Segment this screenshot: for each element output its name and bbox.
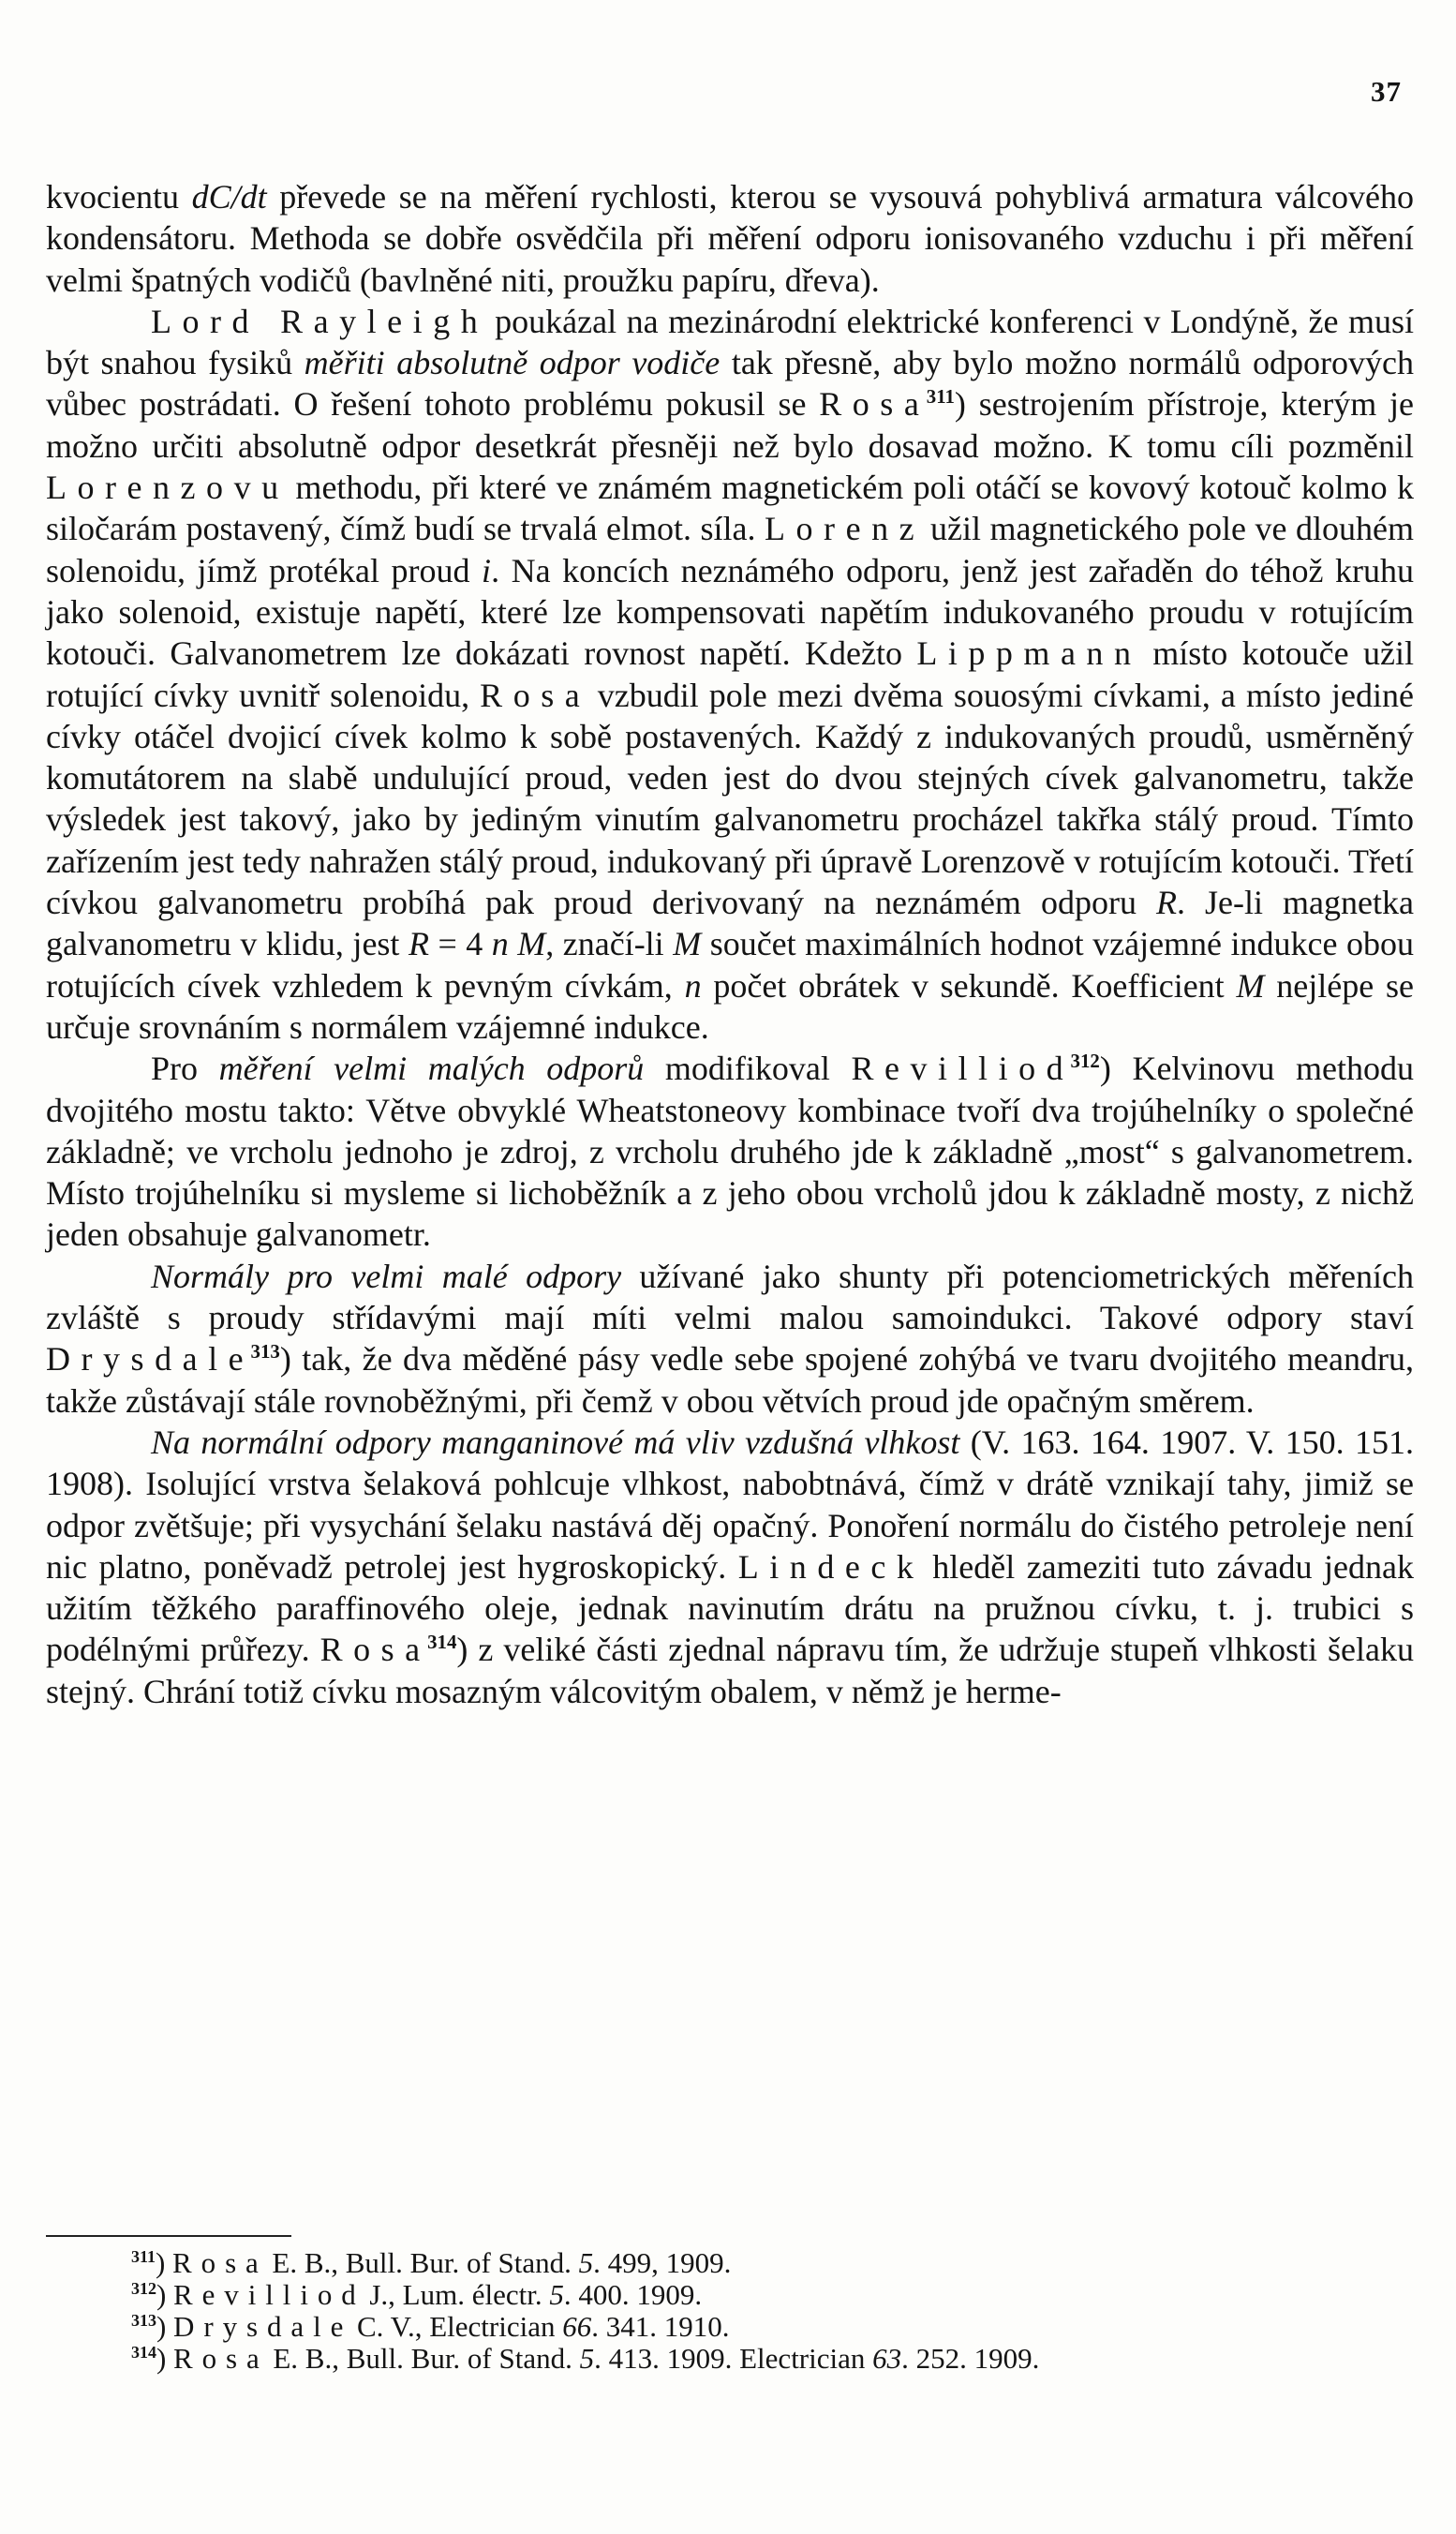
spaced-name: Rosa — [173, 2342, 269, 2375]
text-run: ) — [155, 2246, 173, 2279]
text-run: (V. 163. 164. 1907. V. 150. 151. 1908). Isolující vrstva šelaková pohlcuje vlhkost, nabobtnává, čímž v drátě vznikají tahy, jimiž se odpor zvětšuje; při vysychání šelaku nastává děj opačný. Ponoření normálu do čistého petroleje není nic platno, poněvadž petrolej jest hygroskopický. — [46, 1423, 1414, 1586]
text-run: místo kotouče užil rotující cívky uvnitř solenoidu, — [46, 634, 1414, 714]
text-run: součet maximálních hodnot vzájemné indukce obou rotujících cívek vzhledem k pevným cívkám, — [46, 925, 1414, 1005]
footnote-reference: 312 — [131, 2278, 156, 2298]
spaced-name: Lorenz — [765, 510, 926, 548]
italic-text: M — [673, 925, 702, 963]
italic-text: dC/dt — [191, 178, 267, 216]
footnote-reference: 312 — [1070, 1050, 1100, 1073]
italic-text: 66 — [562, 2310, 592, 2343]
italic-text: 63 — [872, 2342, 902, 2375]
text-run: E. B., Bull. Bur. of Stand. — [265, 2342, 580, 2375]
text-run: . 341. 1910. — [591, 2310, 730, 2343]
text-run: Pro — [151, 1050, 219, 1088]
italic-text: Na normální odpory manganinové má vliv vzdušná vlhkost — [151, 1423, 960, 1461]
italic-text: R — [408, 925, 429, 963]
italic-text: 5 — [578, 2246, 594, 2279]
italic-text: 5 — [549, 2278, 564, 2311]
italic-text: měřiti absolutně odpor vodiče — [304, 344, 721, 382]
text-run: ) — [156, 2310, 174, 2343]
text-run: ) tak, že dva měděné pásy vedle sebe spojené zohýbá ve tvaru dvojitého meandru, takže zůstávají stále rovnoběžnými, při čemž v obou větvích proud jde opačným směrem. — [46, 1340, 1414, 1420]
footnote-reference: 311 — [131, 2246, 156, 2266]
text-run: ) sestrojením přístroje, kterým je možno určiti absolutně odpor desetkrát přesněji než bylo dosavad možno. K tomu cíli pozměnil — [46, 385, 1414, 465]
text-run: užil magnetického pole ve dlouhém solenoidu, jímž protékal proud — [46, 510, 1414, 589]
paragraph — [46, 176, 1414, 301]
spaced-name: Lindeck — [737, 1547, 925, 1586]
spaced-name: Rosa — [172, 2246, 268, 2279]
footnote-reference: 314 — [427, 1631, 457, 1654]
spaced-name: Rosa — [480, 676, 591, 714]
spaced-name: Revilliod — [851, 1050, 1075, 1088]
text-run: , značí-li — [545, 925, 674, 963]
italic-text: 5 — [579, 2342, 595, 2375]
text-run: hleděl zameziti tuto závadu jednak užitím těžkého paraffinového oleje, jednak navinutím drátu na pružnou cívku, t. j. trubici s podélnými průřezy. — [46, 1547, 1414, 1669]
text-run: ) — [156, 2342, 174, 2375]
text-run: = 4 — [428, 925, 492, 963]
text-run: nejlépe se určuje srovnáním s normálem vzájemné indukce. — [46, 966, 1415, 1046]
italic-text: i — [482, 551, 492, 589]
text-run: poukázal na mezinárodní elektrické konferenci v Londýně, že musí být snahou fysiků — [46, 302, 1415, 382]
footnote-reference: 313 — [131, 2310, 156, 2330]
footnotes — [131, 2247, 1415, 2375]
footnote-divider — [46, 2235, 291, 2237]
text-run: . 252. 1909. — [901, 2342, 1040, 2375]
paragraph — [46, 1256, 1414, 1422]
italic-text: měření velmi malých odporů — [218, 1050, 645, 1088]
spaced-name: Rosa — [319, 1631, 431, 1669]
spaced-name: Lippmann — [916, 634, 1142, 673]
spaced-name: Lorenzovu — [46, 469, 290, 507]
spaced-name: Revilliod — [173, 2278, 365, 2311]
paragraph — [46, 301, 1414, 1048]
footnote — [131, 2343, 1415, 2375]
paragraph — [46, 1048, 1414, 1255]
footnote — [131, 2247, 1415, 2279]
text-run: . 413. 1909. Electrician — [594, 2342, 873, 2375]
footnote — [131, 2311, 1415, 2343]
text-run: . 400. 1909. — [563, 2278, 703, 2311]
text-run: ) z veliké části zjednal nápravu tím, že udržuje stupeň vlhkosti šelaku stejný. Chrání totiž cívku mosazným válcovitým obalem, v němž je herme- — [46, 1631, 1414, 1710]
text-run: C. V., Electrician — [349, 2310, 563, 2343]
text-run: J., Lum. électr. — [362, 2278, 550, 2311]
text-run: ) Kelvinovu methodu dvojitého mostu takto: Větve obvyklé Wheatstoneovy kombinace tvoří dva trojúhelníky o společné základně; ve vrcholu jednoho je zdroj, z vrcholu druhého jde k základně „most“ s galvanometrem. Místo trojúhelníku si mysleme si lichoběžník a z jeho obou vrcholů jdou k základně mosty, z nichž jeden obsahuje galvanometr. — [46, 1050, 1414, 1254]
spaced-name: Drysdale — [46, 1340, 255, 1379]
text-run: vzbudil pole mezi dvěma souosými cívkami, a místo jediné cívky otáčel dvojicí cívek kolmo k sobě postavených. Každý z indukovaných proudů, usměrněný komutátorem na slabě undulující proud, veden jest do dvou stejných cívek galvanometru, takže výsledek jest takový, jako by jediným vinutím galvanometru procházel takřka stálý proud. Tímto zařízením jest tedy nahražen stálý proud, indukovaný při úpravě Lorenzově v rotujícím kotouči. Třetí cívkou galvanometru probíhá pak proud derivovaný na neznámém odporu — [46, 676, 1414, 922]
italic-text: Normály pro velmi malé odpory — [151, 1257, 622, 1295]
page-number: 37 — [1371, 75, 1402, 108]
italic-text: M — [1236, 966, 1265, 1005]
text-run: kvocientu — [46, 178, 192, 216]
footnote — [131, 2279, 1415, 2311]
paragraph — [46, 1422, 1414, 1712]
spaced-name: Drysdale — [173, 2310, 353, 2343]
italic-text: n M — [491, 925, 546, 963]
text-run: užívané jako shunty při potenciometrických měřeních zvláště s proudy střídavými mají míti velmi malou samoindukci. Takové odpory staví — [46, 1257, 1414, 1337]
text-run: E. B., Bull. Bur. of Stand. — [264, 2246, 579, 2279]
italic-text: n — [684, 966, 702, 1005]
text-run: methodu, při které ve známém magnetickém poli otáčí se kovový kotouč kolmo k siločarám postavený, čímž budí se trvalá elmot. síla. — [46, 469, 1414, 548]
text-run: převede se na měření rychlosti, kterou se vysouvá pohyblivá armatura válcového kondensátoru. Methoda se dobře osvědčila při měření odporu ionisovaného vzduchu i při měření velmi špatných vodičů (bavlněné niti, proužku papíru, dřeva). — [46, 178, 1414, 299]
text-run: počet obrátek v sekundě. Koefficient — [701, 966, 1237, 1005]
text-run: tak přesně, aby bylo možno normálů odporových vůbec postrádati. O řešení tohoto problému pokusil se — [46, 344, 1414, 424]
text-run: . Na koncích neznámého odporu, jenž jest zařaděn do téhož kruhu jako solenoid, existuje napětí, které lze kompensovati napětím indukovaného proudu v rotujícím kotouči. Galvanometrem lze dokázati rovnost napětí. Kdežto — [46, 551, 1415, 673]
text-run: . Je-li magnetka galvanometru v klidu, jest — [46, 884, 1414, 963]
text-run: modifikoval — [644, 1050, 852, 1088]
footnote-reference: 314 — [131, 2342, 156, 2362]
text-run: . 499, 1909. — [593, 2246, 732, 2279]
spaced-name: Lord Rayleigh — [151, 302, 489, 340]
italic-text: R — [1156, 884, 1177, 922]
body-text — [46, 176, 1414, 1712]
footnote-reference: 311 — [926, 385, 955, 409]
text-run: ) — [156, 2278, 174, 2311]
footnote-reference: 313 — [250, 1340, 280, 1364]
spaced-name: Rosa — [819, 385, 930, 424]
